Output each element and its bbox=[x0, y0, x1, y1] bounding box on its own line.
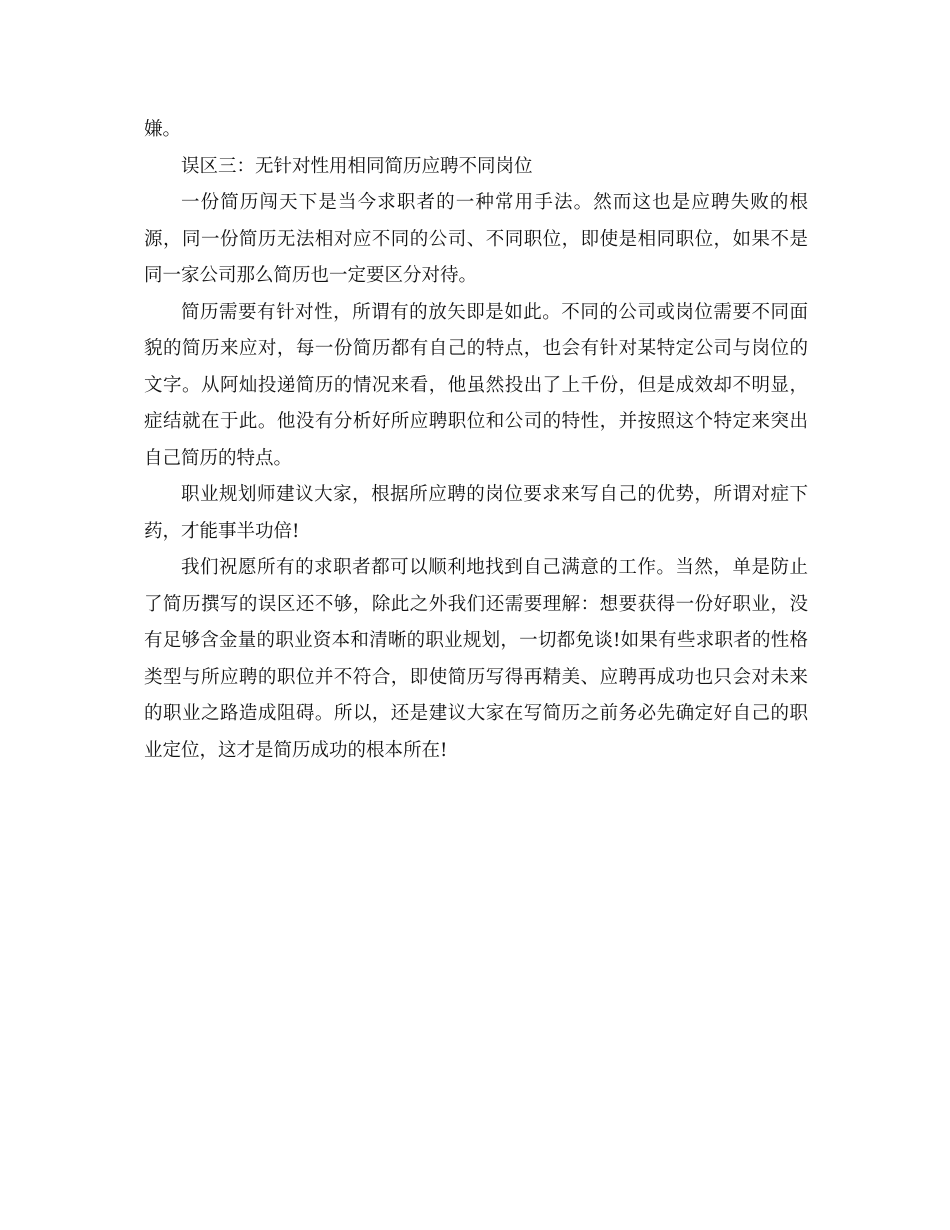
paragraph: 简历需要有针对性，所谓有的放矢即是如此。不同的公司或岗位需要不同面貌的简历来应对，每一份简历都有自己的特点，也会有针对某特定公司与岗位的文字。从阿灿投递简历的情况来看，他虽然投出了上千份，但是成效却不明显，症结就在于此。他没有分析好所应聘职位和公司的特性，并按照这个特定来突出自己简历的特点。 bbox=[144, 301, 808, 469]
paragraph-continuation: 嫌。 bbox=[144, 119, 182, 140]
document-body bbox=[144, 112, 808, 769]
paragraph: 一份简历闯天下是当今求职者的一种常用手法。然而这也是应聘失败的根源，同一份简历无法相对应不同的公司、不同职位，即使是相同职位，如果不是同一家公司那么简历也一定要区分对待。 bbox=[144, 192, 808, 286]
paragraph: 我们祝愿所有的求职者都可以顺利地找到自己满意的工作。当然，单是防止了简历撰写的误区还不够，除此之外我们还需要理解：想要获得一份好职业，没有足够含金量的职业资本和清晰的职业规划，一切都免谈!如果有些求职者的性格类型与所应聘的职位并不符合，即使简历写得再精美、应聘再成功也只会对未来的职业之路造成阻碍。所以，还是建议大家在写简历之前务必先确定好自己的职业定位，这才是简历成功的根本所在! bbox=[144, 557, 809, 761]
section-heading-mistake-three: 误区三：无针对性用相同简历应聘不同岗位 bbox=[181, 155, 533, 177]
paragraph: 职业规划师建议大家，根据所应聘的岗位要求来写自己的优势，所谓对症下药，才能事半功倍! bbox=[144, 484, 808, 542]
